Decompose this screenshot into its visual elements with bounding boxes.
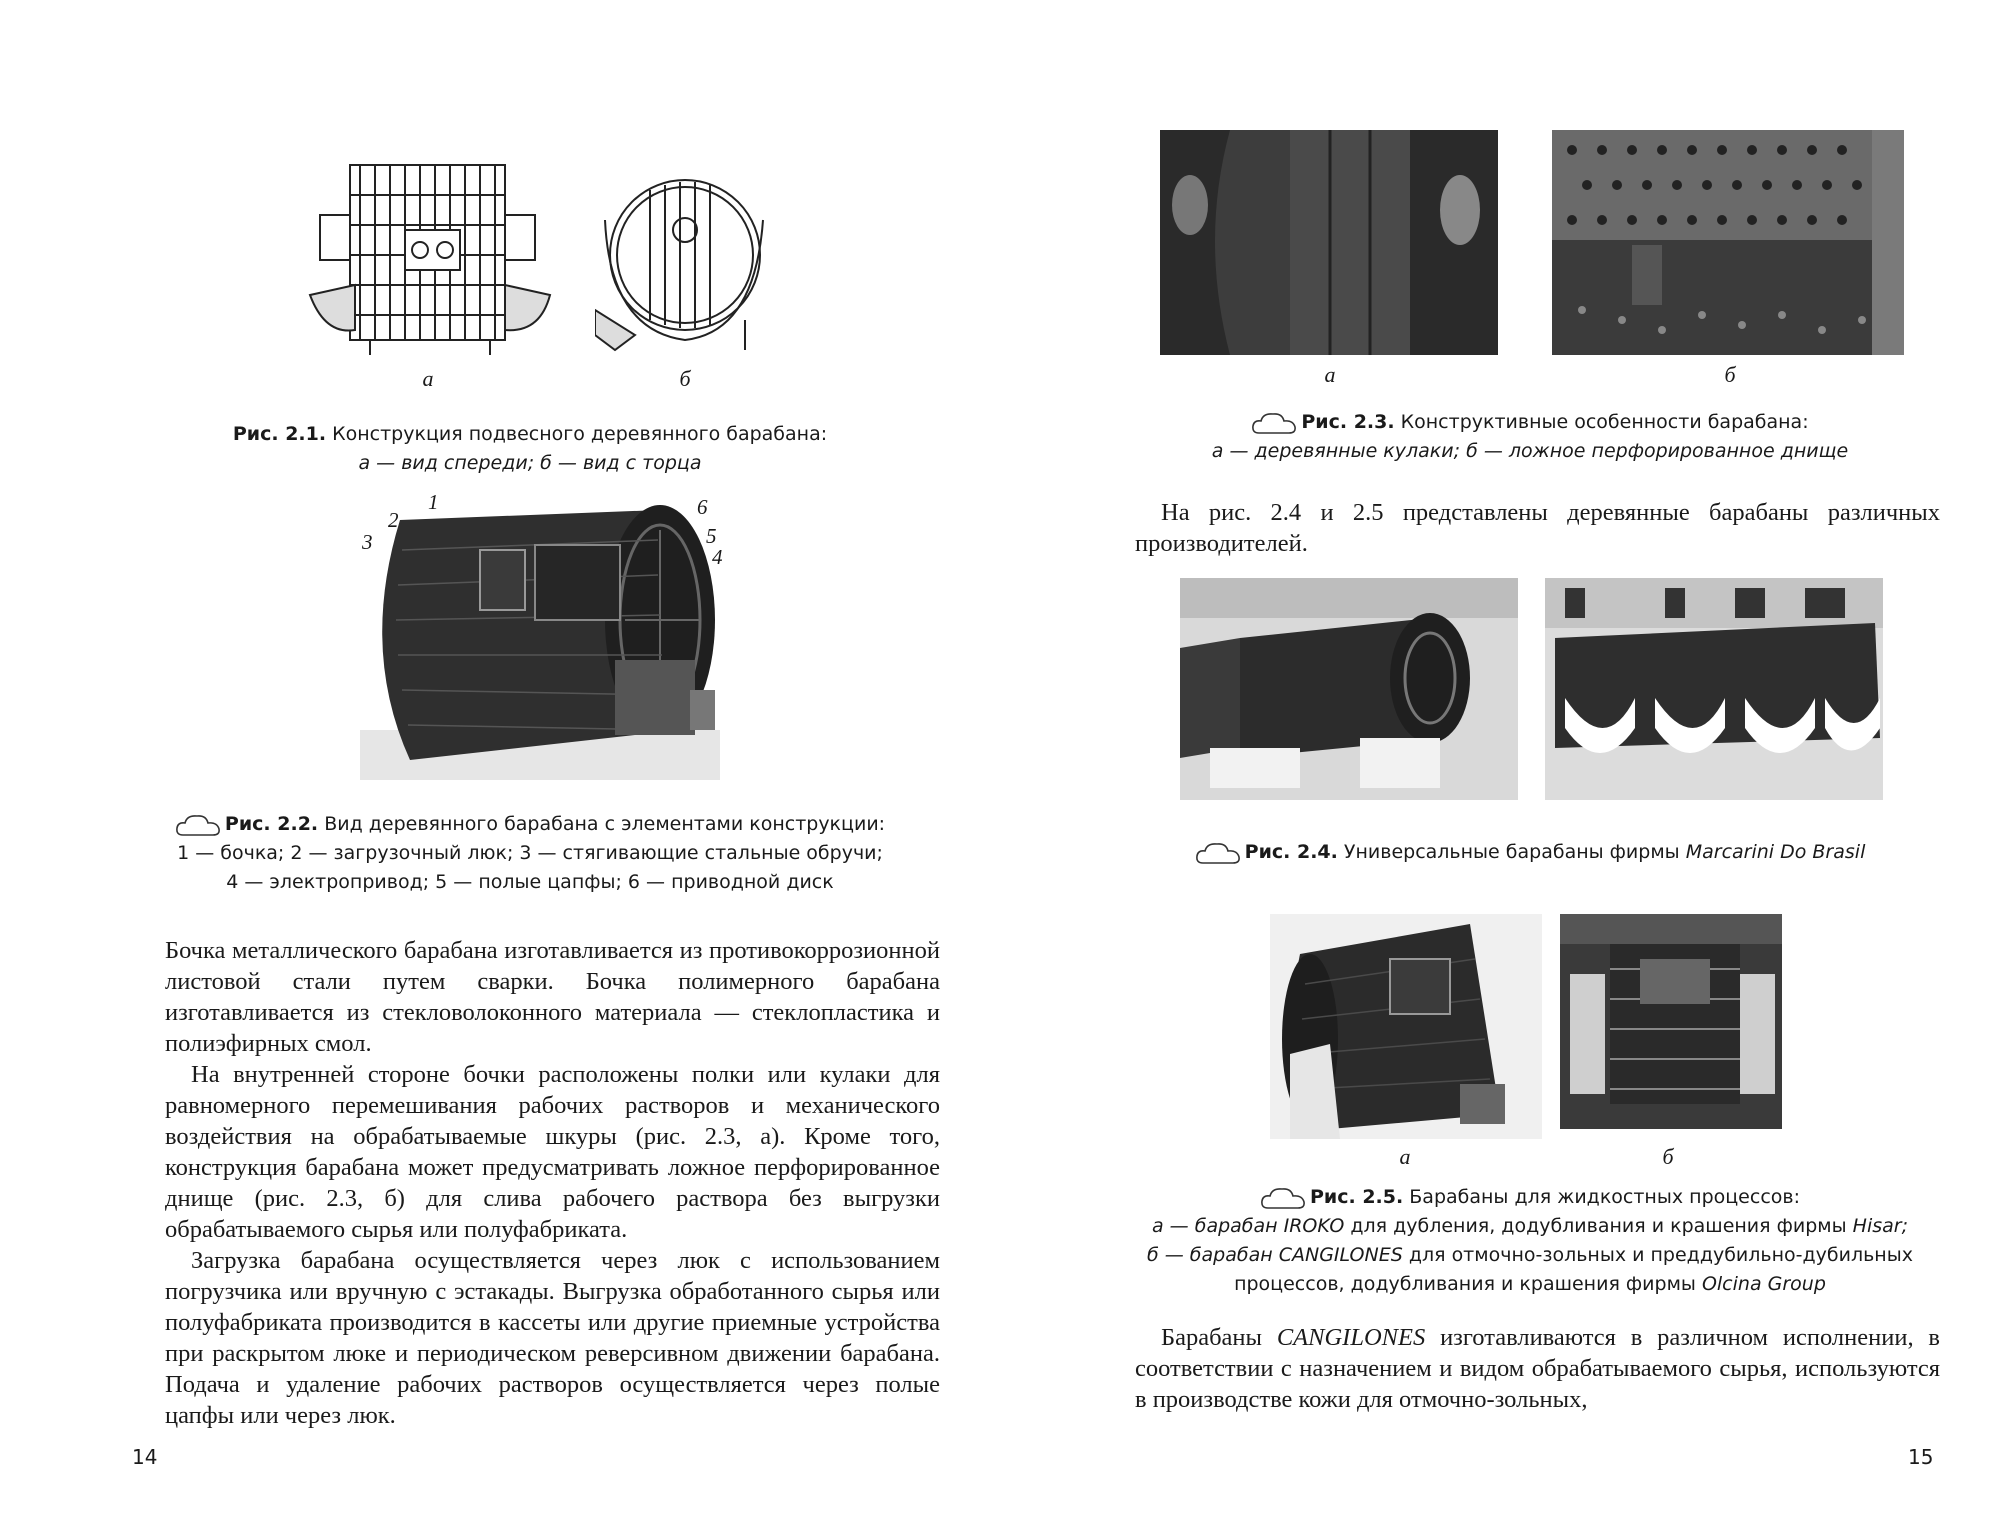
fig-2-3a-photo	[1160, 130, 1498, 355]
callout-6: 6	[697, 495, 708, 519]
fig-2-5-line2-mid: для дубления, додубливания и крашения фирмы	[1350, 1215, 1847, 1237]
fig-2-5-title: Барабаны для жидкостных процессов:	[1409, 1186, 1800, 1208]
callout-2: 2	[388, 508, 399, 532]
fig-2-1b-label: б	[679, 366, 691, 391]
fig-2-5-firm-olcina: Olcina Group	[1701, 1273, 1826, 1295]
fig-2-3-caption	[1150, 408, 1910, 466]
fig-2-1-line2: а — вид спереди; б — вид с торца	[358, 452, 702, 474]
right-closing-text	[1135, 1322, 1940, 1415]
fig-2-5-firm-hisar: Hisar;	[1852, 1215, 1908, 1237]
fig-2-3b-photo	[1552, 130, 1904, 355]
fig-2-4b-photo	[1545, 578, 1883, 800]
fig-2-4-text: Универсальные барабаны фирмы	[1343, 841, 1680, 863]
fig-2-3a-label: а	[1324, 362, 1336, 387]
fig-2-3-title: Конструктивные особенности барабана:	[1400, 411, 1809, 433]
fig-2-5b-label: б	[1662, 1144, 1674, 1169]
fig-2-5-line4-mid: процессов, додубливания и крашения фирмы	[1234, 1273, 1696, 1295]
fig-2-3-line2: а — деревянные кулаки; б — ложное перфорированное днище	[1211, 440, 1849, 462]
left-body-text	[165, 935, 940, 1431]
fig-2-3b-label: б	[1724, 362, 1736, 387]
fig-2-4a-photo	[1180, 578, 1518, 800]
closing-prefix: Барабаны	[1161, 1324, 1262, 1351]
fig-2-1-title: Конструкция подвесного деревянного барабана:	[332, 423, 828, 445]
fig-2-5-number: Рис. 2.5.	[1310, 1186, 1404, 1208]
fig-2-1a-drawing	[300, 155, 560, 365]
fig-2-5b-photo	[1560, 914, 1782, 1129]
fig-2-2-photo	[340, 490, 760, 790]
callout-3: 3	[362, 530, 373, 554]
fig-2-3-number: Рис. 2.3.	[1301, 411, 1395, 433]
fig-2-2-line3: 4 — электропривод; 5 — полые цапфы; 6 — приводной диск	[226, 871, 834, 893]
fig-2-2-title: Вид деревянного барабана с элементами конструкции:	[324, 813, 886, 835]
fig-2-1b-drawing	[595, 160, 765, 360]
right-page	[1000, 0, 2000, 1529]
fig-2-1-caption	[150, 420, 910, 478]
fig-2-5-brand-iroko: IROKO	[1283, 1215, 1345, 1237]
cloud-icon	[1195, 841, 1241, 865]
fig-2-5a-label: а	[1399, 1144, 1411, 1169]
fig-2-5-line3-mid: для отмочно-зольных и преддубильно-дубильных	[1408, 1244, 1913, 1266]
page-number-left: 14	[132, 1445, 158, 1469]
paragraph-2: На внутренней стороне бочки расположены полки или кулаки для равномерного перемешивания рабочих растворов и механического воздействия на обрабатываемые шкуры (рис. 2.3, а). Кроме того, конструкция барабана может предусматривать ложное перфорированное днище (рис. 2.3, б) для слива рабочего раствора без выгрузки обрабатываемого сырья или полуфабриката.	[165, 1061, 940, 1243]
cloud-icon	[1260, 1186, 1306, 1210]
fig-2-5-caption	[1090, 1183, 1970, 1299]
fig-2-2-caption	[140, 810, 920, 897]
closing-rest: изготавливаются в различном исполнении, в соответствии с назначением и видом обрабатываемого сырья, используются в производстве кожи для отмочно-зольных,	[1135, 1324, 1940, 1413]
right-intro-text: На рис. 2.4 и 2.5 представлены деревянные барабаны различных производителей.	[1135, 499, 1940, 557]
callout-1: 1	[428, 490, 439, 514]
fig-2-5-line3-prefix: б — барабан	[1147, 1244, 1273, 1266]
fig-2-4-brand: Marcarini Do Brasil	[1685, 841, 1866, 863]
fig-2-4-number: Рис. 2.4.	[1244, 841, 1338, 863]
callout-4: 4	[712, 545, 723, 569]
cloud-icon	[175, 813, 221, 837]
fig-2-1a-label: а	[422, 366, 434, 391]
fig-2-2-line2: 1 — бочка; 2 — загрузочный люк; 3 — стягивающие стальные обручи;	[177, 842, 883, 864]
paragraph-1: Бочка металлического барабана изготавливается из противокоррозионной листовой стали путем сварки. Бочка полимерного барабана изготавливается из стекловолоконного материала — стеклопластика и полиэфирных смол.	[165, 937, 940, 1057]
callout-5: 5	[706, 524, 717, 548]
fig-2-5-line2-prefix: а — барабан	[1152, 1215, 1278, 1237]
page-number-right: 15	[1908, 1445, 1934, 1469]
fig-2-5a-photo	[1270, 914, 1542, 1139]
fig-2-5-brand-cangilones: CANGILONES	[1278, 1244, 1403, 1266]
closing-brand: CANGILONES	[1276, 1324, 1426, 1351]
paragraph-3: Загрузка барабана осуществляется через люк с использованием погрузчика или вручную с эстакады. Выгрузка обработанного сырья или полуфабриката производится в кассеты или другие приемные устройства при раскрытом люке и периодическом реверсивном движении барабана. Подача и удаление рабочих растворов осуществляется через полые цапфы или через люк.	[165, 1247, 940, 1429]
cloud-icon	[1251, 411, 1297, 435]
fig-2-2-number: Рис. 2.2.	[224, 813, 319, 835]
fig-2-1-number: Рис. 2.1.	[232, 423, 327, 445]
fig-2-4-caption	[1150, 838, 1910, 867]
